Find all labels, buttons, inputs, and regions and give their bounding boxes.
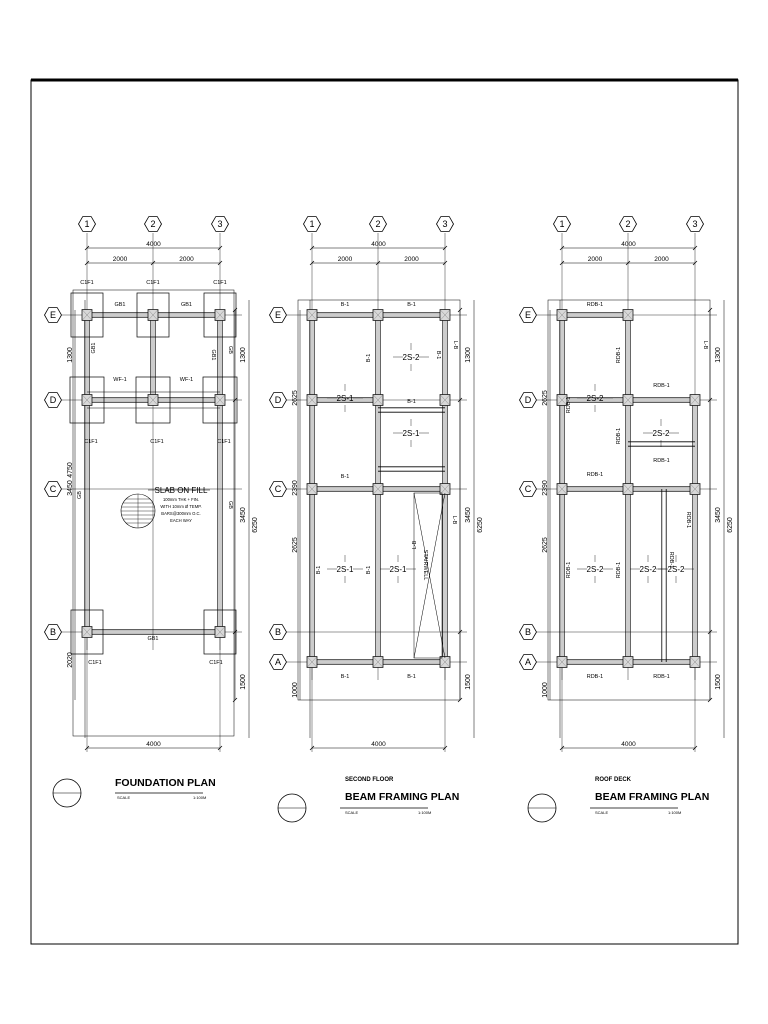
footing-label: C1F1 — [217, 439, 231, 445]
beam-label: B-1 — [340, 474, 350, 480]
column — [215, 310, 225, 321]
dim-top-bay: 2000 — [112, 256, 128, 263]
side-label: L-B — [452, 340, 458, 350]
column — [623, 484, 633, 495]
dim-left-outer: 2390 — [542, 480, 549, 496]
dim-left: 1000 — [542, 682, 549, 698]
dim-top-overall: 4000 — [146, 241, 161, 248]
beam-label: B-1 — [340, 674, 350, 680]
scale-value: 1:100M — [418, 810, 432, 815]
stairwell — [414, 493, 445, 658]
column — [307, 395, 317, 406]
grade-beam-label: GB1 — [147, 636, 159, 642]
vertical-beam-label: B-1 — [435, 350, 441, 360]
grid-col-2 — [620, 217, 637, 232]
footing-label: C1F1 — [209, 660, 223, 666]
grid-col-3 — [437, 217, 454, 232]
vertical-beam-label: B-1 — [366, 353, 372, 363]
vertical-beam-label: B-1 — [316, 565, 322, 575]
grid-label: C — [49, 484, 57, 495]
grid-label: E — [274, 310, 282, 321]
slab-label: 2S-1 — [336, 393, 354, 403]
grid-label: 2 — [150, 219, 156, 230]
column — [307, 657, 317, 668]
column — [148, 395, 158, 406]
dim-right: 3450 — [465, 507, 472, 523]
dim-right: 1500 — [715, 674, 722, 690]
beam-label: B-1 — [407, 399, 416, 405]
plans-layer — [45, 217, 735, 822]
title-block — [528, 777, 709, 822]
dim-right: 1300 — [715, 347, 722, 363]
dim-left-outer: 2390 — [292, 480, 299, 496]
dim-left: 2625 — [292, 537, 299, 553]
slab-note-line: 100mm THK + FIN. — [162, 497, 200, 502]
scale-label: SCALE — [595, 810, 609, 815]
grid-row-C — [45, 482, 62, 497]
grid-label: 3 — [442, 219, 448, 230]
footing-label: C1F1 — [84, 439, 98, 445]
grid-label: C — [274, 484, 282, 495]
column — [307, 484, 317, 495]
slab-mark — [643, 419, 679, 447]
vertical-beam-label: RDB-1 — [616, 427, 622, 445]
column — [82, 395, 92, 406]
grid-row-E — [45, 308, 62, 323]
grid-row-D — [520, 393, 537, 408]
scale-value: 1:100M — [193, 795, 207, 800]
column — [557, 484, 567, 495]
column — [373, 395, 383, 406]
beam-label: B-1 — [407, 674, 416, 680]
beam-label: RDB-1 — [586, 472, 604, 478]
dim-right: 1300 — [240, 347, 247, 363]
column — [690, 395, 700, 406]
foundation-outline — [73, 290, 234, 736]
slab-label: 2S-2 — [667, 564, 685, 574]
plan-title: FOUNDATION PLAN — [115, 777, 216, 789]
slab-note-line: WITH 10mm Ø TEMP. — [160, 504, 202, 509]
dim-top-bay: 2000 — [404, 256, 419, 263]
grid-col-3 — [212, 217, 229, 232]
wall-footing-label: WF-1 — [113, 377, 127, 383]
footing-label: C1F1 — [150, 439, 164, 445]
dim-left: 2625 — [542, 390, 549, 406]
column — [440, 310, 450, 321]
plan-title: BEAM FRAMING PLAN — [595, 791, 710, 803]
dim-left: 2625 — [292, 390, 299, 406]
beam-label: RDB-1 — [653, 674, 670, 680]
plan-subtitle: SECOND FLOOR — [345, 777, 394, 783]
grid-row-D — [270, 393, 287, 408]
slab-note-line: EACH WAY — [170, 518, 192, 523]
dim-top-overall: 4000 — [621, 241, 636, 248]
slab-label: 2S-2 — [586, 393, 604, 403]
dim-right-outer: 6250 — [477, 517, 484, 533]
side-label: L-B — [702, 340, 708, 350]
side-label: GB — [227, 501, 233, 509]
slab-mark — [393, 343, 429, 371]
slab-mark — [577, 555, 613, 583]
column — [690, 657, 700, 668]
grid-label: 1 — [559, 219, 565, 230]
grid-row-B — [45, 625, 62, 640]
vertical-label: GB1 — [210, 349, 216, 361]
column — [215, 627, 225, 638]
footing-label: C1F1 — [88, 660, 102, 666]
grid-label: D — [524, 395, 532, 406]
column — [148, 310, 158, 321]
plan-foundation — [45, 217, 260, 807]
dim-left: 1000 — [292, 682, 299, 698]
dim-right: 3450 — [715, 507, 722, 523]
grid-label: 1 — [84, 219, 90, 230]
beam-label: RDB-1 — [586, 674, 604, 680]
grid-label: D — [49, 395, 57, 406]
beam-label: B-1 — [407, 302, 416, 308]
beam-label: RDB-1 — [586, 302, 604, 308]
footing-label: C1F1 — [213, 280, 227, 286]
plan-subtitle: ROOF DECK — [595, 777, 631, 783]
grid-label: B — [49, 627, 57, 638]
column — [373, 657, 383, 668]
grid-label: A — [274, 657, 282, 668]
vertical-beam-label: RDB-1 — [566, 561, 572, 579]
column — [623, 657, 633, 668]
vertical-beam-label: L-B — [412, 540, 418, 550]
dim-right-outer: 6250 — [252, 517, 259, 533]
grid-label: C — [524, 484, 532, 495]
grid-label: 3 — [217, 219, 223, 230]
slab-label: 2S-2 — [402, 352, 420, 362]
dim-left: 1300 — [67, 347, 74, 363]
grid-row-B — [520, 625, 537, 640]
dim-right: 1300 — [465, 347, 472, 363]
column — [215, 395, 225, 406]
grid-col-1 — [304, 217, 321, 232]
wall-footing-label: WF-1 — [179, 377, 194, 383]
grid-label: A — [524, 657, 532, 668]
slab-label: 2S-2 — [586, 564, 604, 574]
grid-row-A — [270, 655, 287, 670]
grid-label: B — [524, 627, 532, 638]
dim-right: 1500 — [240, 674, 247, 690]
slab-label: 2S-1 — [389, 564, 407, 574]
column — [373, 310, 383, 321]
grid-row-E — [270, 308, 287, 323]
slab-label: 2S-2 — [652, 428, 670, 438]
grid-row-C — [270, 482, 287, 497]
dim-bottom: 4000 — [621, 741, 636, 748]
grade-beam-label: GB1 — [180, 302, 193, 308]
grid-row-D — [45, 393, 62, 408]
grid-col-2 — [145, 217, 162, 232]
grid-col-1 — [554, 217, 571, 232]
floor-outline — [298, 300, 460, 700]
grid-col-1 — [79, 217, 96, 232]
slab-note-title: SLAB ON FILL — [154, 486, 208, 495]
slab-note — [121, 486, 210, 528]
footing-label: C1F1 — [80, 280, 94, 286]
dim-top-bay: 2000 — [179, 256, 194, 263]
grid-row-B — [270, 625, 287, 640]
column — [623, 310, 633, 321]
grid-col-3 — [687, 217, 704, 232]
slab-note-line: BARS@300mm O.C. — [161, 511, 201, 516]
stairwell-label: STAIRWELL — [422, 549, 428, 581]
dim-left-outer: 3450 — [67, 480, 74, 496]
title-block — [53, 777, 216, 807]
dim-top-bay: 2000 — [587, 256, 603, 263]
column — [557, 310, 567, 321]
side-label: GB — [77, 491, 83, 499]
plan-second_floor — [270, 217, 485, 822]
side-label: GB — [227, 346, 233, 354]
column — [307, 310, 317, 321]
beam-label: RDB-1 — [653, 383, 670, 389]
column — [82, 310, 92, 321]
vertical-beam-label: RDB-1 — [668, 551, 674, 569]
title-block — [278, 777, 459, 822]
roof-outline — [548, 300, 710, 700]
grade-beam-label: GB1 — [114, 302, 126, 308]
slab-mark — [327, 384, 363, 412]
grid-col-2 — [370, 217, 387, 232]
dim-bottom: 4000 — [146, 741, 161, 748]
column — [623, 395, 633, 406]
vertical-beam-label: RDB-1 — [616, 346, 622, 364]
plan-title: BEAM FRAMING PLAN — [345, 791, 460, 803]
dim-top-overall: 4000 — [371, 241, 386, 248]
grid-label: 2 — [625, 219, 631, 230]
slab-label: 2S-2 — [639, 564, 657, 574]
grid-label: B — [274, 627, 282, 638]
grid-label: 2 — [375, 219, 381, 230]
vertical-beam-label: RDB-1 — [616, 561, 622, 579]
grid-label: 3 — [692, 219, 698, 230]
vertical-label: GB1 — [91, 342, 97, 354]
dim-right-outer: 6250 — [727, 517, 734, 533]
slab-label: 2S-1 — [402, 428, 420, 438]
grid-label: E — [49, 310, 57, 321]
vertical-beam-label: L-B — [451, 515, 457, 525]
vertical-beam-label: RDB-1 — [685, 511, 691, 529]
column — [690, 484, 700, 495]
dim-right: 1500 — [465, 674, 472, 690]
grid-row-C — [520, 482, 537, 497]
slab-label: 2S-1 — [336, 564, 354, 574]
vertical-beam-label: RDB-1 — [566, 396, 572, 414]
grid-label: E — [524, 310, 532, 321]
grid-row-A — [520, 655, 537, 670]
dim-right: 3450 — [240, 507, 247, 523]
sheet-border — [31, 80, 738, 944]
column — [373, 484, 383, 495]
vertical-beam-label: B-1 — [366, 565, 372, 575]
grid-label: D — [274, 395, 282, 406]
column — [557, 657, 567, 668]
column — [440, 395, 450, 406]
dim-left: 2020 — [67, 652, 74, 668]
slab-mark — [380, 555, 416, 583]
column — [82, 627, 92, 638]
footing-label: C1F1 — [146, 280, 160, 286]
scale-value: 1:100M — [668, 810, 682, 815]
slab-mark — [577, 384, 613, 412]
dim-left: 2625 — [542, 537, 549, 553]
scale-label: SCALE — [345, 810, 359, 815]
plan-roof_deck — [520, 217, 735, 822]
scale-label: SCALE — [117, 795, 131, 800]
beam-label: B-1 — [340, 302, 350, 308]
beam-label: RDB-1 — [653, 458, 670, 464]
grid-row-E — [520, 308, 537, 323]
dim-top-bay: 2000 — [337, 256, 353, 263]
dim-left: 4750 — [67, 462, 74, 478]
dim-bottom: 4000 — [371, 741, 386, 748]
slab-mark — [393, 419, 429, 447]
slab-mark — [327, 555, 363, 583]
grid-label: 1 — [309, 219, 315, 230]
slab-mark — [658, 555, 694, 583]
dim-top-bay: 2000 — [654, 256, 669, 263]
